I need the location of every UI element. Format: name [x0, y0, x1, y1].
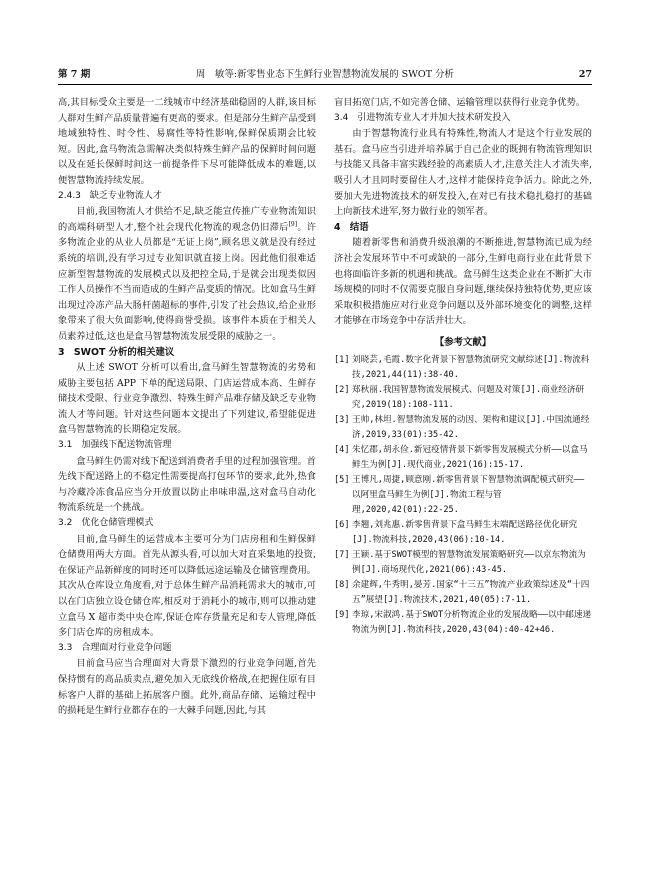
section-heading-2-4-3: 2.4.3 缺乏专业物流人才 [58, 190, 162, 201]
running-header [58, 68, 592, 85]
paragraph: 由于智慧物流行业具有特殊性,物流人才是这个行业发展的基石。盒马应当引进并培养属于自己企业的既拥有物流管理知识与技能又具备丰富实践经验的高素质人才,注意关注人才流失率,吸引人才且同时要留住人才,这样才能保持竞争活力。除此之外,要加大先进物流技术的研发投入,在对已有技术稳扎稳打的基础上向新技术进军,努力做行业的领军者。 [334, 128, 592, 218]
reference-item [334, 518, 592, 548]
citation-marker: [9] [288, 220, 298, 228]
reference-number: [6] [334, 519, 350, 530]
reference-text: 王颖.基于SWOT模型的智慧物流发展策略研究——以京东物流为例[J].商场现代化,2021(06):43-45. [352, 549, 586, 575]
paragraph: 盒马鲜生仍需对线下配送到消费者手里的过程加强管理。首先线下配送路上的不稳定性需要提高打包环节的要求,此外,热食与冷藏冷冻食品应当分开放置以防止串味串温,这对盒马自动化物流系统是一个挑战。 [58, 455, 316, 514]
section-heading-3: 3 SWOT 分析的相关建议 [58, 346, 175, 358]
paragraph: 高,其目标受众主要是一二线城市中经济基础稳固的人群,该目标人群对生鲜产品质量普遍有更高的要求。但是部分生鲜产品受到地域独特性、时令性、易腐性等特性影响,保鲜保质期会比较短。因此,盒马物流急需解决类似特殊生鲜产品的保鲜时间问题以及在延长保鲜时间这一前提条件下尽可能降低成本的难题,以便智慧物流持续发展。 [58, 97, 316, 186]
reference-text: 郑秋丽.我国智慧物流发展模式、问题及对策[J].商业经济研究,2019(18):108-111. [352, 384, 585, 410]
section-heading-3-1: 3.1 加强线下配送物流管理 [58, 440, 172, 451]
paragraph: 目前盒马应当合理面对大背景下激烈的行业竞争问题,首先保持惯有的高品质卖点,避免加入无底线价格战,在把握住原有目标客户人群的基础上拓展客户圈。此外,商品存储、运输过程中的损耗是生鲜行业都存在的一大棘手问题,因此,与其 [58, 658, 316, 717]
reference-text: 王帅,林坦.智慧物流发展的动因、架构和建议[J].中国流通经济,2019,33(01):35-42. [352, 414, 590, 440]
reference-text: 李翘,刘兆惠.新零售背景下盒马鲜生末端配送路径优化研究[J].物流科技,2020,43(06):10-14. [352, 519, 578, 545]
section-heading-3-4: 3.4 引进物流专业人才并加大技术研发投入 [334, 112, 511, 123]
section-heading-4: 4 结语 [334, 221, 369, 233]
paragraph-text: 。许多物流企业的从业人员都是“无证上岗”,顾名思义就是没有经过系统的培训,没有学习过专业知识就直接上岗。因此他们很难适应新型智慧物流的发展模式以及把控全局,于是就会出现类似因工作人员操作不当而造成的生鲜产品变质的情况。比如盒马生鲜出现过冷冻产品大肠杆菌超标的事件,引发了社会热议,给企业形象带来了很大负面影响,使得商誉受损。该事件本质在于相关人员素养过低,这也是盒马智慧物流发展受限的威胁之一。 [58, 221, 317, 342]
reference-number: [1] [334, 354, 350, 365]
reference-text: 余建辉,牛秀明,晏芳.国家“十三五”物流产业政策综述及“十四五”展望[J].物流技术,2021,40(05):7-11. [352, 579, 590, 605]
page-number: 27 [578, 69, 592, 80]
reference-number: [7] [334, 549, 350, 560]
issue-label: 第 7 期 [58, 69, 91, 80]
reference-number: [4] [334, 444, 350, 455]
references-title: 【参考文献】 [434, 336, 492, 348]
paragraph: 从上述 SWOT 分析可以看出,盒马鲜生智慧物流的劣势和威胁主要包括 APP 下单的配送局限、门店运营成本高、生鲜存储技术受限、行业竞争激烈、特殊生鲜产品难存储及缺乏专业物流人才等问题。针对这些问题本文提出了下列建议,希望能促进盒马智慧物流的长期稳定发展。 [58, 362, 316, 436]
references-list [334, 353, 592, 638]
reference-text: 李琼,宋淑鸿.基于SWOT分析物流企业的发展战略——以中邮速递物流为例[J].物流科技,2020,43(04):40-42+46. [352, 609, 592, 635]
reference-item [334, 548, 592, 578]
running-title: 周 敏等:新零售业态下生鲜行业智慧物流发展的 SWOT 分析 [195, 69, 455, 80]
section-heading-3-3: 3.3 合理面对行业竞争问题 [58, 642, 172, 653]
reference-number: [3] [334, 414, 350, 425]
paragraph [58, 204, 316, 344]
right-column [334, 95, 592, 638]
paragraph-text: 目前,我国物流人才供给不足,缺乏能宣传推广专业物流知识的高端科研型人才,整个社会现代化物流的观念仍旧滞后 [58, 206, 316, 233]
reference-item [334, 608, 592, 638]
reference-item [334, 443, 592, 473]
left-column [58, 95, 316, 719]
reference-text: 王博凡,周捷,顾意刚.新零售背景下智慧物流调配模式研究——以阿里盒马鲜生为例[J].物流工程与管理,2020,42(01):22-25. [352, 474, 585, 515]
paragraph: 盲目拓宽门店,不如完善仓储、运输管理以获得行业竞争优势。 [334, 97, 585, 108]
reference-item [334, 473, 592, 518]
paragraph: 目前,盒马鲜生的运营成本主要可分为门店房租和生鲜保鲜仓储费用两大方面。首先从源头看,可以加大对直采集地的投资,在保证产品新鲜度的同时还可以降低远途运输及仓储管理费用。其次从仓库设立角度看,对于总体生鲜产品消耗需求大的城市,可以在门店独立设仓储仓库,相反对于消耗小的城市,则可以推动建立盒马 X 超市类中央仓库,保证仓库存货量充足和专人管理,降低多门店仓库的房租成本。 [58, 533, 316, 639]
reference-item [334, 353, 592, 383]
reference-item [334, 383, 592, 413]
reference-text: 朱忆郡,胡永俭.新冠疫情背景下新零售发展模式分析——以盒马鲜生为例[J].现代商业,2021(16):15-17. [352, 444, 588, 470]
reference-text: 刘晓芸,毛霞.数字化背景下智慧物流研究文献综述[J].物流科技,2021,44(11):38-40. [352, 354, 590, 380]
reference-item [334, 413, 592, 443]
section-heading-3-2: 3.2 优化仓储管理模式 [58, 518, 154, 529]
reference-number: [8] [334, 579, 350, 590]
paragraph: 随着新零售和消费升级浪潮的不断推进,智慧物流已成为经济社会发展环节中不可或缺的一部分,生鲜电商行业在此背景下也将面临许多新的机遇和挑战。盒马鲜生这类企业在不断扩大市场规模的同时不仅需要克服自身问题,继续保持独特优势,更应该采取积极措施应对行业竞争问题以及外部环境变化的调整,这样才能够在市场竞争中存活并壮大。 [334, 237, 592, 327]
reference-number: [2] [334, 384, 350, 395]
reference-number: [9] [334, 609, 350, 620]
reference-item [334, 578, 592, 608]
reference-number: [5] [334, 474, 350, 485]
